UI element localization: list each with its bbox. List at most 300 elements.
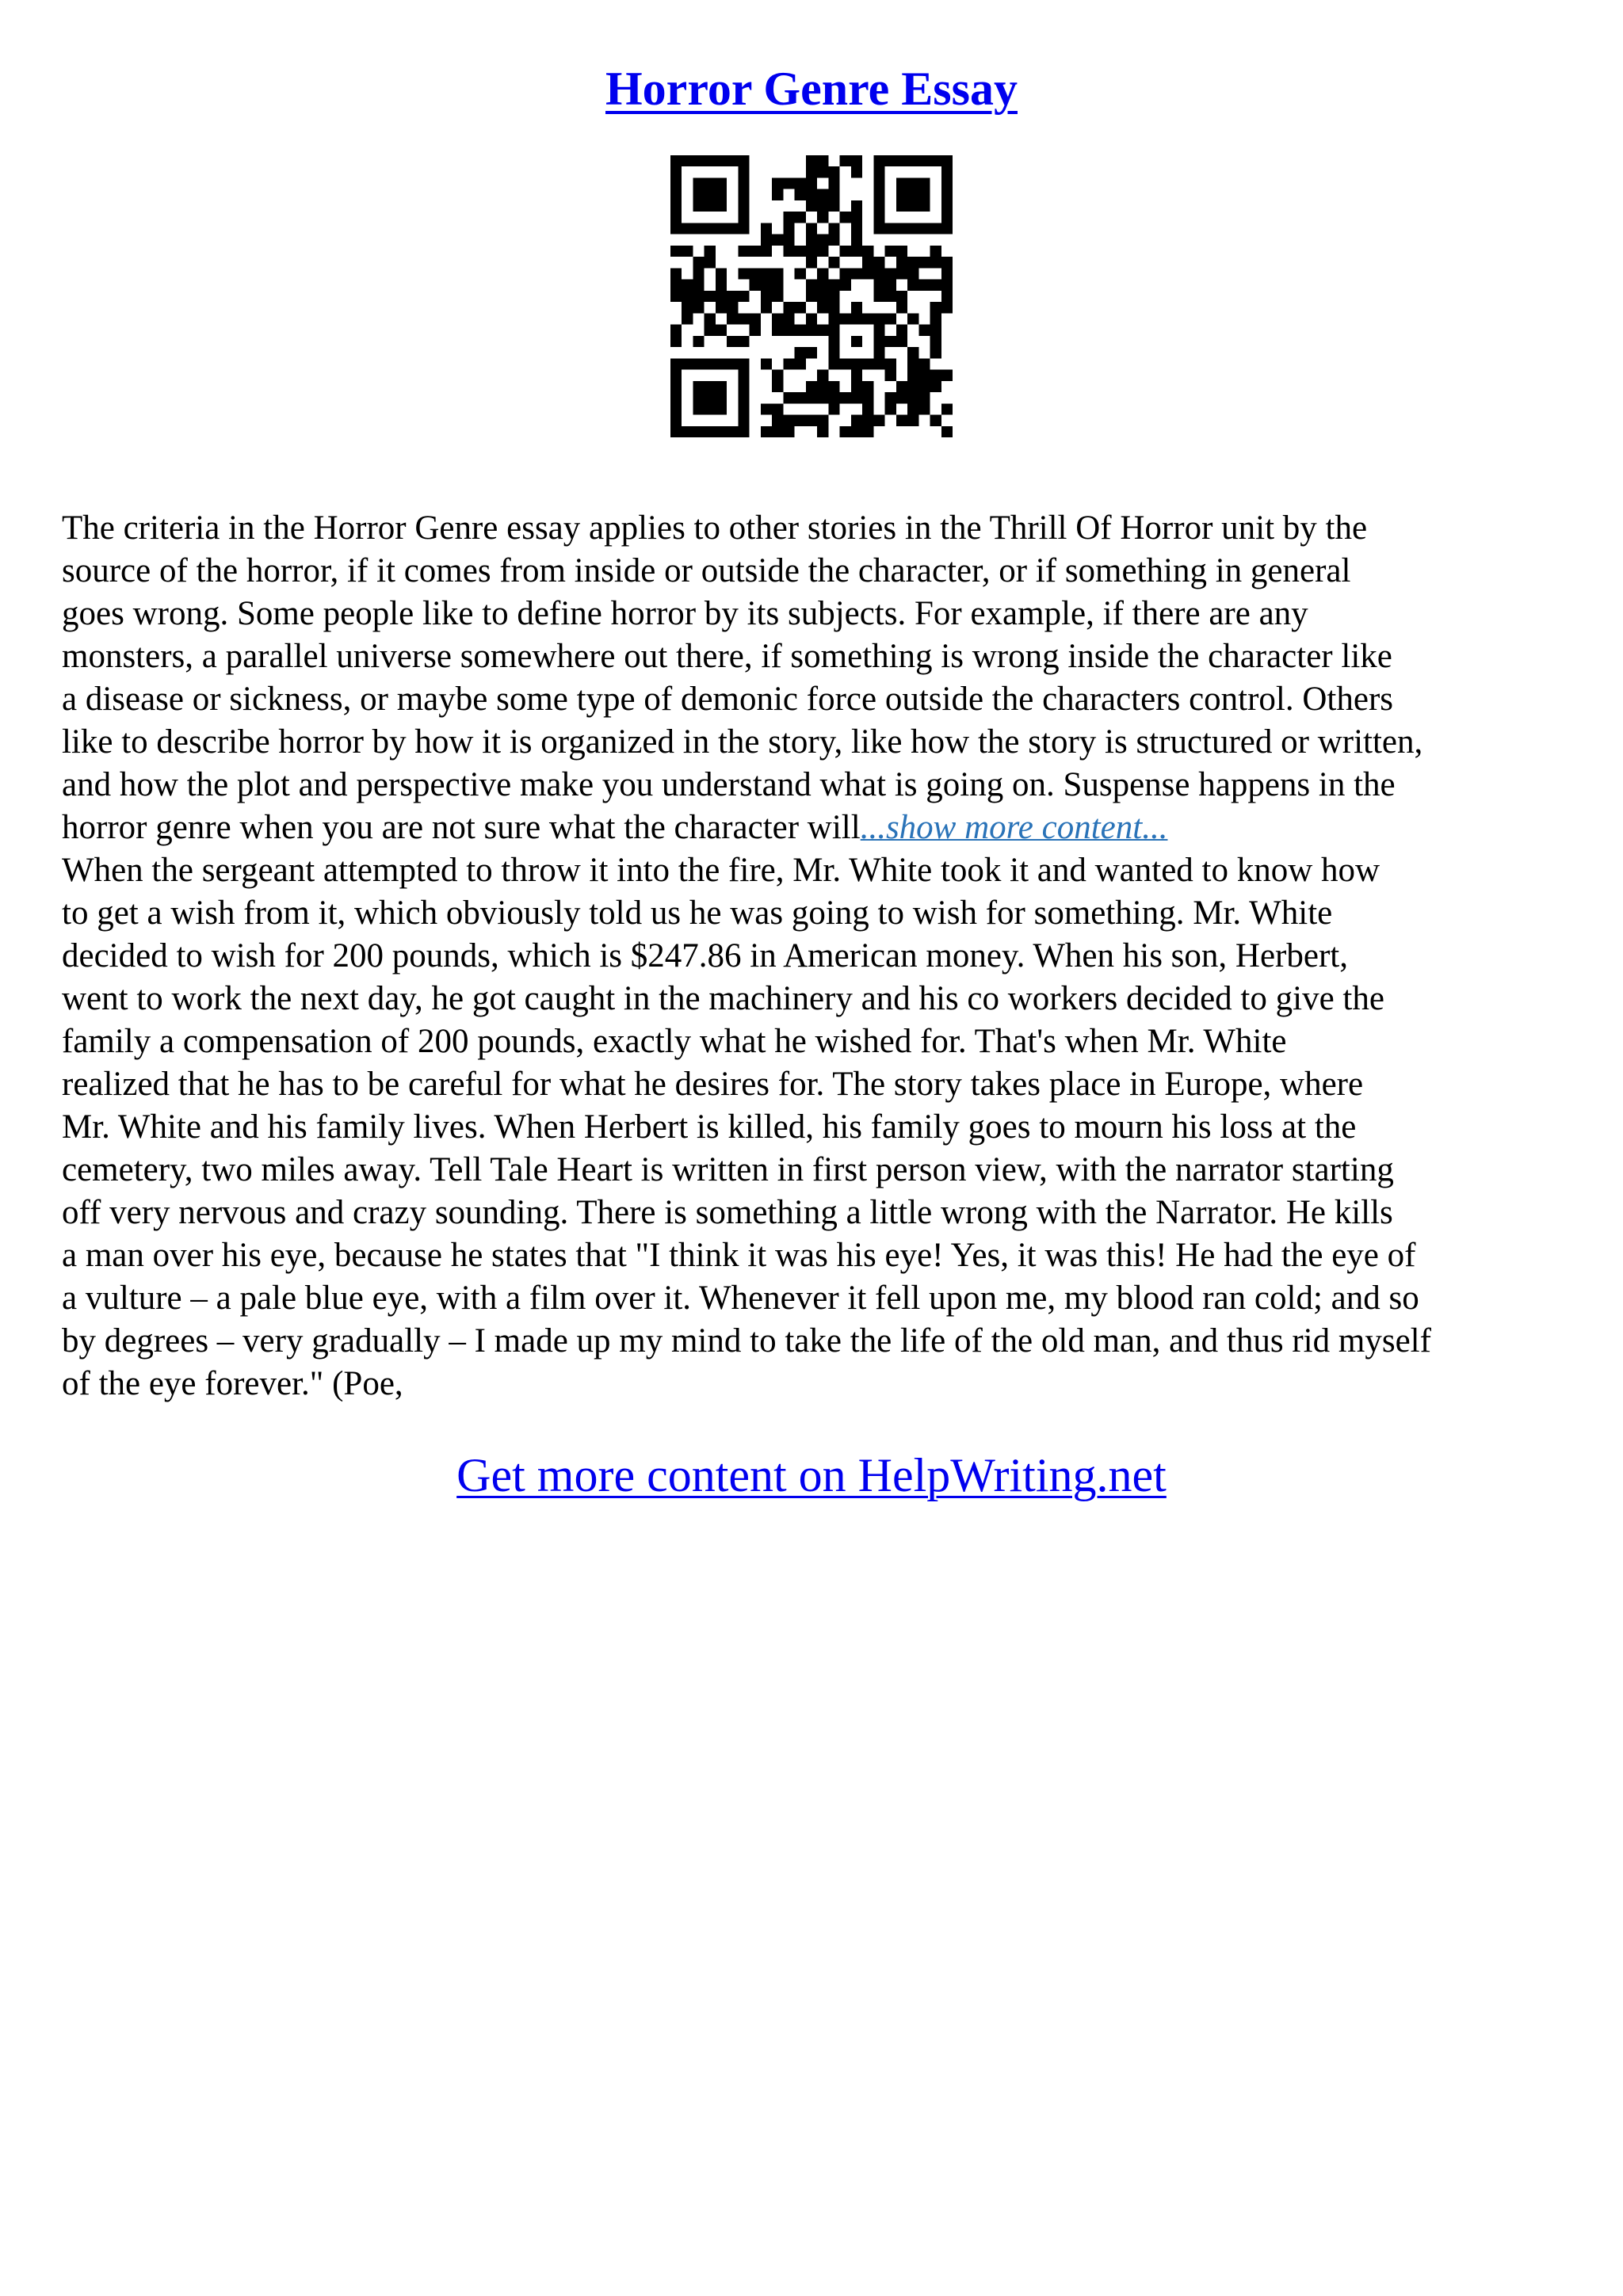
qr-module xyxy=(828,235,839,246)
qr-module xyxy=(670,166,682,177)
qr-module xyxy=(806,347,817,358)
qr-module xyxy=(896,257,907,268)
qr-module xyxy=(705,189,716,200)
qr-module xyxy=(851,200,862,212)
qr-module xyxy=(705,177,716,189)
qr-module xyxy=(941,291,953,302)
qr-module xyxy=(873,358,884,369)
qr-module xyxy=(873,177,884,189)
qr-module xyxy=(705,246,716,257)
qr-module xyxy=(851,415,862,426)
qr-module xyxy=(670,246,682,257)
qr-module xyxy=(851,302,862,313)
qr-module xyxy=(941,280,953,291)
qr-module xyxy=(783,358,794,369)
qr-module xyxy=(817,189,828,200)
qr-module xyxy=(941,426,953,437)
qr-module xyxy=(806,246,817,257)
qr-module xyxy=(693,223,704,234)
qr-module xyxy=(705,325,716,336)
qr-module xyxy=(716,280,727,291)
qr-module xyxy=(750,268,761,279)
qr-module xyxy=(885,370,896,381)
qr-module xyxy=(693,155,704,166)
qr-module xyxy=(738,381,749,392)
qr-module xyxy=(682,313,693,324)
qr-module xyxy=(670,370,682,381)
get-more-content-link[interactable]: Get more content on HelpWriting.net xyxy=(456,1449,1167,1501)
qr-module xyxy=(806,177,817,189)
qr-module xyxy=(840,358,851,369)
qr-module xyxy=(682,426,693,437)
qr-module xyxy=(896,155,907,166)
qr-module xyxy=(761,246,772,257)
qr-module xyxy=(840,426,851,437)
qr-module xyxy=(693,403,704,414)
qr-module xyxy=(795,212,806,223)
qr-module xyxy=(738,177,749,189)
qr-module xyxy=(851,212,862,223)
qr-module xyxy=(806,257,817,268)
qr-module xyxy=(918,392,930,403)
qr-module xyxy=(806,155,817,166)
qr-module xyxy=(761,223,772,234)
title-link[interactable]: Horror Genre Essay xyxy=(605,63,1018,115)
qr-module xyxy=(783,223,794,234)
qr-module xyxy=(738,370,749,381)
qr-module xyxy=(693,200,704,212)
qr-module xyxy=(896,246,907,257)
qr-module xyxy=(941,302,953,313)
qr-module xyxy=(705,403,716,414)
qr-module xyxy=(828,291,839,302)
qr-module xyxy=(873,189,884,200)
qr-module xyxy=(670,280,682,291)
qr-module xyxy=(896,189,907,200)
qr-module xyxy=(738,200,749,212)
qr-module xyxy=(716,302,727,313)
qr-module xyxy=(716,426,727,437)
qr-module xyxy=(806,235,817,246)
qr-module xyxy=(738,358,749,369)
qr-module xyxy=(873,325,884,336)
qr-module xyxy=(873,212,884,223)
show-more-link[interactable]: ...show more content... xyxy=(860,809,1168,846)
qr-module xyxy=(885,313,896,324)
qr-module xyxy=(682,291,693,302)
qr-module xyxy=(772,280,783,291)
qr-module xyxy=(738,403,749,414)
qr-module xyxy=(795,177,806,189)
qr-module xyxy=(783,325,794,336)
qr-module xyxy=(727,358,738,369)
qr-module xyxy=(896,302,907,313)
qr-module xyxy=(670,268,682,279)
qr-module xyxy=(806,189,817,200)
qr-module xyxy=(806,313,817,324)
qr-module xyxy=(851,336,862,347)
qr-module xyxy=(851,268,862,279)
qr-module xyxy=(806,381,817,392)
qr-module xyxy=(930,223,941,234)
qr-module xyxy=(862,392,873,403)
qr-module xyxy=(817,302,828,313)
qr-module xyxy=(705,381,716,392)
qr-module xyxy=(907,415,918,426)
qr-module xyxy=(670,358,682,369)
qr-module xyxy=(693,280,704,291)
qr-module xyxy=(727,302,738,313)
qr-module xyxy=(817,235,828,246)
qr-code-icon xyxy=(670,155,953,437)
qr-module xyxy=(670,200,682,212)
qr-module xyxy=(896,415,907,426)
qr-module xyxy=(670,291,682,302)
qr-module xyxy=(795,358,806,369)
qr-module xyxy=(918,223,930,234)
qr-module xyxy=(907,280,918,291)
qr-module xyxy=(896,336,907,347)
qr-module xyxy=(828,358,839,369)
qr-module xyxy=(817,212,828,223)
qr-module xyxy=(783,246,794,257)
qr-module xyxy=(907,358,918,369)
qr-module xyxy=(795,246,806,257)
qr-module xyxy=(727,223,738,234)
qr-module xyxy=(727,291,738,302)
qr-module xyxy=(783,235,794,246)
qr-module xyxy=(806,280,817,291)
qr-module xyxy=(738,336,749,347)
qr-module xyxy=(941,189,953,200)
qr-module xyxy=(828,200,839,212)
qr-module xyxy=(806,166,817,177)
qr-module xyxy=(817,280,828,291)
qr-module xyxy=(862,358,873,369)
qr-module xyxy=(896,268,907,279)
qr-module xyxy=(772,177,783,189)
qr-module xyxy=(817,155,828,166)
qr-module xyxy=(772,313,783,324)
qr-module xyxy=(918,358,930,369)
qr-module xyxy=(941,223,953,234)
qr-module xyxy=(670,223,682,234)
qr-module xyxy=(670,212,682,223)
qr-module xyxy=(795,302,806,313)
qr-module xyxy=(941,212,953,223)
qr-module xyxy=(693,381,704,392)
qr-module xyxy=(851,358,862,369)
qr-module xyxy=(941,200,953,212)
paragraph-part-1: The criteria in the Horror Genre essay applies to other stories in the Thrill Of Horror unit by the source of the horror, if it comes from inside or outside the character, or if something in general goes wrong. Some people like to define horror by its subjects. For example, if there are any monsters, a parallel universe somewhere out there, if something is wrong inside the character like a disease or sickness, or maybe some type of demonic force outside the characters control. Others like to describe horror by how it is organized in the story, like how the story is structured or written, and how the plot and perspective make you understand what is going on. Suspense happens in the horror genre when you are not sure what the character will xyxy=(62,509,1423,846)
qr-module xyxy=(918,200,930,212)
qr-module xyxy=(851,313,862,324)
qr-module xyxy=(738,223,749,234)
qr-module xyxy=(738,155,749,166)
qr-module xyxy=(772,370,783,381)
qr-module xyxy=(862,268,873,279)
qr-module xyxy=(828,302,839,313)
qr-module xyxy=(806,325,817,336)
qr-module xyxy=(682,302,693,313)
qr-module xyxy=(817,246,828,257)
qr-module xyxy=(761,268,772,279)
qr-module xyxy=(851,381,862,392)
qr-module xyxy=(907,223,918,234)
qr-module xyxy=(817,426,828,437)
qr-module xyxy=(806,200,817,212)
qr-module xyxy=(941,166,953,177)
qr-module xyxy=(761,302,772,313)
qr-module xyxy=(941,268,953,279)
qr-module xyxy=(705,291,716,302)
qr-module xyxy=(783,392,794,403)
qr-module xyxy=(761,291,772,302)
qr-module xyxy=(738,166,749,177)
qr-module xyxy=(851,155,862,166)
qr-module xyxy=(783,426,794,437)
qr-module xyxy=(862,415,873,426)
qr-module xyxy=(750,246,761,257)
qr-module xyxy=(840,246,851,257)
qr-module xyxy=(862,403,873,414)
qr-module xyxy=(930,280,941,291)
essay-excerpt xyxy=(62,507,1568,1405)
qr-module xyxy=(795,392,806,403)
qr-module xyxy=(918,257,930,268)
paragraph-part-2: When the sergeant attempted to throw it into the fire, Mr. White took it and wanted to know how to get a wish from it, which obviously told us he was going to wish for something. Mr. White decided to wish for 200 pounds, which is $247.86 in American money. When his son, Herbert, went to work the next day, he got caught in the machinery and his co workers decided to give the family a compensation of 200 pounds, exactly what he wished for. That's when Mr. White realized that he has to be careful for what he desires for. The story takes place in Europe, where Mr. White and his family lives. When Herbert is killed, his family goes to mourn his loss at the cemetery, two miles away. Tell Tale Heart is written in first person view, with the narrator starting off very nervous and crazy sounding. There is something a little wrong with the Narrator. He kills a man over his eye, because he states that "I think it was his eye! Yes, it was this! He had the eye of a vulture – a pale blue eye, with a film over it. Whenever it fell upon me, my blood ran cold; and so by degrees – very gradually – I made up my mind to take the life of the old man, and thus rid myself of the eye forever." (Poe, xyxy=(62,852,1431,1402)
qr-module xyxy=(885,280,896,291)
qr-module xyxy=(670,426,682,437)
qr-module xyxy=(772,189,783,200)
page-title xyxy=(0,57,1623,120)
qr-module xyxy=(907,257,918,268)
qr-module xyxy=(817,381,828,392)
footer xyxy=(0,1445,1623,1505)
qr-module xyxy=(750,325,761,336)
qr-module xyxy=(840,212,851,223)
qr-module xyxy=(907,189,918,200)
qr-module xyxy=(716,200,727,212)
qr-module xyxy=(705,200,716,212)
qr-module xyxy=(828,403,839,414)
qr-module xyxy=(930,415,941,426)
qr-module xyxy=(896,200,907,212)
qr-module xyxy=(817,325,828,336)
qr-module xyxy=(907,177,918,189)
qr-module xyxy=(693,358,704,369)
qr-module xyxy=(862,246,873,257)
qr-module xyxy=(941,257,953,268)
qr-module xyxy=(727,313,738,324)
qr-module xyxy=(716,177,727,189)
qr-module xyxy=(907,403,918,414)
qr-module xyxy=(693,336,704,347)
qr-module xyxy=(828,336,839,347)
qr-module xyxy=(761,280,772,291)
qr-module xyxy=(670,336,682,347)
qr-module xyxy=(738,291,749,302)
qr-module xyxy=(670,325,682,336)
qr-module xyxy=(783,313,794,324)
qr-module xyxy=(716,291,727,302)
qr-module xyxy=(738,246,749,257)
qr-module xyxy=(772,325,783,336)
qr-module xyxy=(828,325,839,336)
qr-module xyxy=(930,325,941,336)
qr-module xyxy=(873,291,884,302)
qr-module xyxy=(828,313,839,324)
qr-module xyxy=(941,155,953,166)
qr-module xyxy=(851,246,862,257)
qr-module xyxy=(885,392,896,403)
qr-module xyxy=(772,415,783,426)
qr-module xyxy=(828,177,839,189)
qr-module xyxy=(862,313,873,324)
qr-module xyxy=(772,403,783,414)
qr-module xyxy=(862,426,873,437)
qr-module xyxy=(750,313,761,324)
qr-module xyxy=(738,426,749,437)
qr-module xyxy=(885,358,896,369)
qr-module xyxy=(873,280,884,291)
qr-module xyxy=(705,426,716,437)
qr-module xyxy=(795,347,806,358)
qr-module xyxy=(705,223,716,234)
qr-module xyxy=(682,246,693,257)
qr-module xyxy=(806,392,817,403)
qr-module xyxy=(851,235,862,246)
qr-module xyxy=(930,155,941,166)
qr-module xyxy=(907,392,918,403)
qr-module xyxy=(817,392,828,403)
qr-module xyxy=(941,403,953,414)
qr-module xyxy=(851,166,862,177)
qr-module xyxy=(693,426,704,437)
qr-module xyxy=(885,223,896,234)
qr-module xyxy=(828,347,839,358)
qr-module xyxy=(806,291,817,302)
qr-module xyxy=(772,268,783,279)
qr-module xyxy=(873,155,884,166)
qr-module xyxy=(705,155,716,166)
qr-module xyxy=(817,370,828,381)
qr-module xyxy=(817,166,828,177)
qr-module xyxy=(907,370,918,381)
qr-module xyxy=(727,336,738,347)
qr-module xyxy=(828,257,839,268)
qr-module xyxy=(693,177,704,189)
qr-module xyxy=(783,177,794,189)
qr-module xyxy=(817,268,828,279)
qr-module xyxy=(738,415,749,426)
qr-module xyxy=(670,392,682,403)
qr-module xyxy=(828,223,839,234)
qr-module xyxy=(851,370,862,381)
qr-module xyxy=(772,426,783,437)
qr-module xyxy=(738,212,749,223)
qr-module xyxy=(716,155,727,166)
qr-module xyxy=(795,189,806,200)
qr-module xyxy=(918,189,930,200)
qr-module xyxy=(670,189,682,200)
qr-module xyxy=(795,268,806,279)
qr-module xyxy=(716,189,727,200)
qr-module xyxy=(828,166,839,177)
qr-module xyxy=(716,223,727,234)
qr-module xyxy=(761,426,772,437)
qr-module xyxy=(918,325,930,336)
qr-module xyxy=(885,291,896,302)
qr-module xyxy=(851,392,862,403)
qr-module xyxy=(693,257,704,268)
qr-module xyxy=(896,325,907,336)
qr-module xyxy=(783,212,794,223)
qr-module xyxy=(862,257,873,268)
qr-module xyxy=(873,257,884,268)
qr-module xyxy=(885,403,896,414)
qr-module xyxy=(682,358,693,369)
qr-module xyxy=(885,336,896,347)
qr-module xyxy=(705,257,716,268)
qr-module xyxy=(873,223,884,234)
qr-module xyxy=(693,189,704,200)
qr-module xyxy=(873,166,884,177)
qr-module xyxy=(693,392,704,403)
qr-module xyxy=(817,415,828,426)
qr-module xyxy=(670,381,682,392)
qr-module xyxy=(670,177,682,189)
qr-module xyxy=(693,268,704,279)
qr-module xyxy=(840,392,851,403)
qr-module xyxy=(907,313,918,324)
qr-module xyxy=(716,403,727,414)
qr-module xyxy=(941,370,953,381)
qr-module xyxy=(693,302,704,313)
qr-module xyxy=(761,358,772,369)
qr-module xyxy=(930,313,941,324)
qr-module xyxy=(795,325,806,336)
qr-module xyxy=(772,291,783,302)
qr-module xyxy=(918,370,930,381)
qr-module xyxy=(896,177,907,189)
qr-module xyxy=(817,291,828,302)
qr-module xyxy=(738,313,749,324)
qr-module xyxy=(840,313,851,324)
qr-module xyxy=(705,358,716,369)
qr-module xyxy=(783,302,794,313)
qr-module xyxy=(862,381,873,392)
qr-module xyxy=(918,155,930,166)
qr-module xyxy=(873,415,884,426)
qr-module xyxy=(716,392,727,403)
qr-module xyxy=(682,155,693,166)
qr-module xyxy=(795,415,806,426)
qr-module xyxy=(918,403,930,414)
qr-module xyxy=(828,189,839,200)
qr-module xyxy=(716,358,727,369)
qr-module xyxy=(873,313,884,324)
qr-module xyxy=(896,392,907,403)
qr-module xyxy=(918,280,930,291)
qr-module xyxy=(907,347,918,358)
qr-module xyxy=(930,370,941,381)
qr-module xyxy=(727,155,738,166)
qr-module xyxy=(772,235,783,246)
qr-module xyxy=(828,381,839,392)
qr-module xyxy=(873,268,884,279)
qr-module xyxy=(896,291,907,302)
